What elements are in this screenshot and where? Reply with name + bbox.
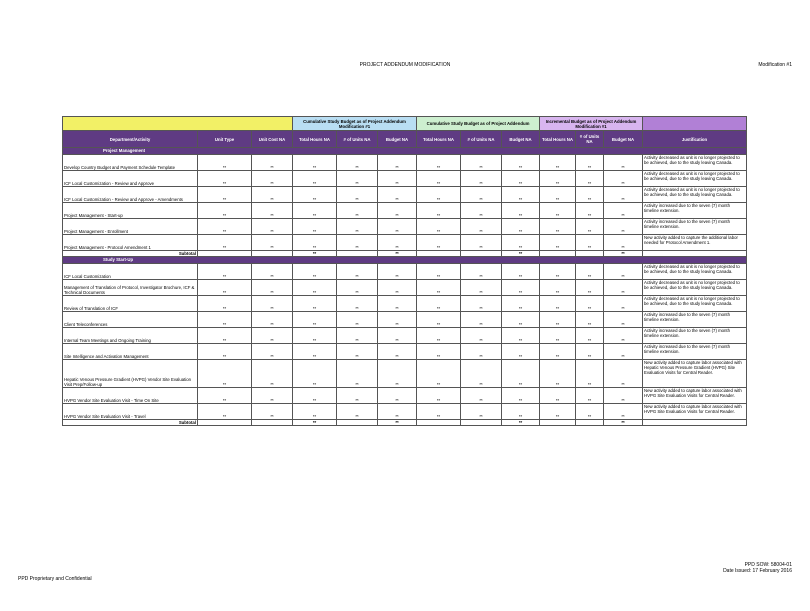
justification-cell: Activity decreased as unit is no longer projected to be achieved, due to the study leaving Canada. [643, 296, 747, 312]
subtotal-cell: ** [502, 251, 540, 257]
budget-table [62, 116, 747, 426]
value-cell: ** [378, 203, 417, 219]
section-title: Project Management [63, 148, 747, 155]
col-unit-cost: Unit Cost NA [252, 131, 293, 148]
value-cell: ** [378, 328, 417, 344]
justification-cell: Activity increased due to the seven (7) month timeline extension. [643, 203, 747, 219]
value-cell: ** [576, 235, 604, 251]
value-cell: ** [252, 360, 293, 388]
value-cell: ** [378, 171, 417, 187]
value-cell: ** [461, 264, 502, 280]
value-cell: ** [502, 171, 540, 187]
value-cell: ** [337, 296, 378, 312]
value-cell: ** [461, 171, 502, 187]
value-cell: ** [337, 171, 378, 187]
section-title: Study Start-Up [63, 257, 747, 264]
table-row [63, 171, 747, 187]
group-blank [63, 117, 293, 131]
value-cell: ** [293, 187, 337, 203]
value-cell: ** [502, 328, 540, 344]
value-cell: ** [252, 171, 293, 187]
value-cell: ** [502, 280, 540, 296]
value-cell: ** [198, 344, 252, 360]
table-row [63, 235, 747, 251]
value-cell: ** [293, 312, 337, 328]
value-cell: ** [576, 328, 604, 344]
value-cell: ** [417, 235, 461, 251]
activity-cell: HVPG Vendor Site Evaluation Visit - Travel [63, 404, 198, 420]
value-cell: ** [337, 219, 378, 235]
justification-cell: Activity decreased as unit is no longer projected to be achieved, due to the study leaving Canada. [643, 187, 747, 203]
value-cell: ** [502, 264, 540, 280]
value-cell: ** [252, 187, 293, 203]
confidential-label: PPD Proprietary and Confidential [18, 576, 92, 582]
col-hours-2: Total Hours NA [417, 131, 461, 148]
value-cell: ** [252, 404, 293, 420]
justification-cell: Activity decreased as unit is no longer projected to be achieved, due to the study leaving Canada. [643, 264, 747, 280]
modification-label: Modification #1 [758, 62, 792, 68]
value-cell: ** [540, 219, 576, 235]
value-cell: ** [540, 203, 576, 219]
activity-cell: Review of Translation of ICF [63, 296, 198, 312]
subtotal-cell [198, 420, 252, 426]
sow-number: PPD SOW: 58004-01 [744, 562, 792, 568]
justification-cell: New activity added to capture labor associated with HVPG Site Evaluation Visits for Central Reader. [643, 404, 747, 420]
value-cell: ** [604, 171, 643, 187]
table-body [63, 148, 747, 426]
subtotal-row [63, 420, 747, 426]
value-cell: ** [576, 264, 604, 280]
value-cell: ** [540, 360, 576, 388]
value-cell: ** [540, 155, 576, 171]
value-cell: ** [604, 235, 643, 251]
value-cell: ** [540, 280, 576, 296]
value-cell: ** [337, 155, 378, 171]
value-cell: ** [604, 360, 643, 388]
value-cell: ** [604, 264, 643, 280]
activity-cell: ICF Local Customization - Review and Approve - Amendments [63, 187, 198, 203]
subtotal-cell [417, 420, 461, 426]
value-cell: ** [337, 203, 378, 219]
value-cell: ** [198, 219, 252, 235]
value-cell: ** [198, 235, 252, 251]
value-cell: ** [417, 296, 461, 312]
value-cell: ** [576, 187, 604, 203]
value-cell: ** [417, 219, 461, 235]
value-cell: ** [337, 264, 378, 280]
activity-cell: Project Management - Start-up [63, 203, 198, 219]
value-cell: ** [461, 203, 502, 219]
group-incremental: Incremental Budget as of Project Addendum Modification #1 [540, 117, 643, 131]
subtotal-cell [252, 420, 293, 426]
value-cell: ** [417, 388, 461, 404]
value-cell: ** [540, 235, 576, 251]
justification-cell: New activity added to capture labor associated with HVPG Site Evaluation Visits for Central Reader. [643, 388, 747, 404]
value-cell: ** [417, 187, 461, 203]
value-cell: ** [293, 360, 337, 388]
value-cell: ** [417, 344, 461, 360]
value-cell: ** [576, 312, 604, 328]
activity-cell: HVPG Vendor Site Evaluation Visit - Time On Site [63, 388, 198, 404]
subtotal-cell [337, 420, 378, 426]
justification-cell: Activity decreased as unit is no longer projected to be achieved, due to the study leaving Canada. [643, 155, 747, 171]
value-cell: ** [576, 219, 604, 235]
value-cell: ** [198, 312, 252, 328]
value-cell: ** [417, 312, 461, 328]
col-budget-3: Budget NA [604, 131, 643, 148]
value-cell: ** [293, 264, 337, 280]
value-cell: ** [378, 264, 417, 280]
value-cell: ** [198, 171, 252, 187]
justification-cell: New activity added to capture the additional labor needed for Protocol Amendment 1. [643, 235, 747, 251]
value-cell: ** [293, 388, 337, 404]
subtotal-justification [643, 420, 747, 426]
value-cell: ** [540, 171, 576, 187]
justification-cell: Activity decreased as unit is no longer projected to be achieved, due to the study leaving Canada. [643, 171, 747, 187]
value-cell: ** [293, 155, 337, 171]
value-cell: ** [417, 360, 461, 388]
value-cell: ** [252, 328, 293, 344]
value-cell: ** [540, 344, 576, 360]
activity-cell: ICF Local Customization [63, 264, 198, 280]
value-cell: ** [576, 203, 604, 219]
value-cell: ** [461, 155, 502, 171]
value-cell: ** [198, 296, 252, 312]
value-cell: ** [337, 404, 378, 420]
value-cell: ** [252, 235, 293, 251]
subtotal-cell [576, 420, 604, 426]
value-cell: ** [461, 328, 502, 344]
table-row [63, 280, 747, 296]
value-cell: ** [576, 404, 604, 420]
value-cell: ** [198, 360, 252, 388]
col-units-2: # of Units NA [461, 131, 502, 148]
subtotal-cell [461, 420, 502, 426]
activity-cell: ICF Local Customization - Review and Approve [63, 171, 198, 187]
col-hours-3: Total Hours NA [540, 131, 576, 148]
value-cell: ** [502, 187, 540, 203]
col-hours-1: Total Hours NA [293, 131, 337, 148]
value-cell: ** [461, 404, 502, 420]
value-cell: ** [576, 171, 604, 187]
table-row [63, 388, 747, 404]
justification-cell: Activity increased due to the seven (7) month timeline extension. [643, 219, 747, 235]
value-cell: ** [417, 203, 461, 219]
value-cell: ** [378, 296, 417, 312]
value-cell: ** [378, 187, 417, 203]
value-cell: ** [293, 328, 337, 344]
footer-meta [723, 562, 792, 574]
value-cell: ** [252, 296, 293, 312]
subtotal-cell: ** [293, 251, 337, 257]
value-cell: ** [378, 404, 417, 420]
value-cell: ** [337, 388, 378, 404]
col-department: Department/Activity [63, 131, 198, 148]
subtotal-cell [540, 420, 576, 426]
value-cell: ** [337, 312, 378, 328]
col-budget-2: Budget NA [502, 131, 540, 148]
value-cell: ** [604, 155, 643, 171]
value-cell: ** [198, 388, 252, 404]
table-row [63, 312, 747, 328]
document-title: PROJECT ADDENDUM MODIFICATION [359, 62, 451, 68]
subtotal-label: Subtotal [63, 420, 198, 426]
value-cell: ** [576, 280, 604, 296]
table-row [63, 344, 747, 360]
value-cell: ** [293, 219, 337, 235]
value-cell: ** [576, 344, 604, 360]
subtotal-cell: ** [604, 420, 643, 426]
section-header-row [63, 148, 747, 155]
value-cell: ** [576, 388, 604, 404]
value-cell: ** [293, 296, 337, 312]
justification-cell: Activity increased due to the seven (7) month timeline extension. [643, 344, 747, 360]
group-header-row [63, 117, 747, 131]
value-cell: ** [378, 360, 417, 388]
value-cell: ** [293, 235, 337, 251]
value-cell: ** [198, 404, 252, 420]
group-justification [643, 117, 747, 131]
table-row [63, 328, 747, 344]
value-cell: ** [604, 312, 643, 328]
col-budget-1: Budget NA [378, 131, 417, 148]
value-cell: ** [252, 280, 293, 296]
value-cell: ** [576, 155, 604, 171]
column-header-row [63, 131, 747, 148]
value-cell: ** [540, 187, 576, 203]
value-cell: ** [502, 296, 540, 312]
date-issued: Date Issued: 17 February 2016 [723, 568, 792, 574]
col-units-1: # of Units NA [337, 131, 378, 148]
col-unit-type: Unit Type [198, 131, 252, 148]
value-cell: ** [461, 360, 502, 388]
value-cell: ** [252, 219, 293, 235]
table-row [63, 155, 747, 171]
value-cell: ** [417, 171, 461, 187]
subtotal-cell: ** [378, 251, 417, 257]
value-cell: ** [337, 328, 378, 344]
value-cell: ** [502, 388, 540, 404]
value-cell: ** [576, 360, 604, 388]
value-cell: ** [502, 344, 540, 360]
value-cell: ** [293, 171, 337, 187]
table-row [63, 203, 747, 219]
value-cell: ** [502, 360, 540, 388]
value-cell: ** [502, 235, 540, 251]
col-units-3: # of Units NA [576, 131, 604, 148]
value-cell: ** [198, 280, 252, 296]
value-cell: ** [540, 404, 576, 420]
value-cell: ** [604, 219, 643, 235]
value-cell: ** [198, 203, 252, 219]
subtotal-cell: ** [502, 420, 540, 426]
justification-cell: New activity added to capture labor associated with Hepatic Venous Pressure Gradient (HVPG) Site Evaluation Visits for Central Reader. [643, 360, 747, 388]
value-cell: ** [378, 280, 417, 296]
activity-cell: Develop Country Budget and Payment Schedule Template [63, 155, 198, 171]
value-cell: ** [461, 235, 502, 251]
subtotal-cell: ** [293, 420, 337, 426]
value-cell: ** [461, 312, 502, 328]
table-row [63, 296, 747, 312]
activity-cell: Internal Team Meetings and Ongoing Training [63, 328, 198, 344]
value-cell: ** [417, 280, 461, 296]
value-cell: ** [337, 280, 378, 296]
activity-cell: Client Teleconferences [63, 312, 198, 328]
value-cell: ** [337, 344, 378, 360]
value-cell: ** [461, 280, 502, 296]
value-cell: ** [293, 280, 337, 296]
value-cell: ** [198, 155, 252, 171]
value-cell: ** [378, 344, 417, 360]
group-cumulative-study: Cumulative Study Budget as of Project Addendum [417, 117, 540, 131]
value-cell: ** [540, 328, 576, 344]
justification-cell: Activity increased due to the seven (7) month timeline extension. [643, 312, 747, 328]
value-cell: ** [198, 328, 252, 344]
table-row [63, 404, 747, 420]
group-cumulative-addendum: Cumulative Study Budget as of Project Addendum Modification #1 [293, 117, 417, 131]
subtotal-label: Subtotal [63, 251, 198, 257]
value-cell: ** [252, 264, 293, 280]
table-row [63, 264, 747, 280]
value-cell: ** [293, 344, 337, 360]
value-cell: ** [252, 312, 293, 328]
section-header-row [63, 257, 747, 264]
activity-cell: Site Intelligence and Activation Management [63, 344, 198, 360]
value-cell: ** [252, 388, 293, 404]
value-cell: ** [540, 388, 576, 404]
col-justification: Justification [643, 131, 747, 148]
value-cell: ** [337, 360, 378, 388]
subtotal-cell: ** [604, 251, 643, 257]
value-cell: ** [378, 235, 417, 251]
value-cell: ** [461, 344, 502, 360]
value-cell: ** [417, 404, 461, 420]
value-cell: ** [417, 328, 461, 344]
value-cell: ** [417, 155, 461, 171]
table-row [63, 219, 747, 235]
value-cell: ** [461, 296, 502, 312]
value-cell: ** [293, 203, 337, 219]
value-cell: ** [604, 328, 643, 344]
value-cell: ** [461, 187, 502, 203]
value-cell: ** [576, 296, 604, 312]
value-cell: ** [604, 404, 643, 420]
activity-cell: Project Management - Protocol Amendment 1 [63, 235, 198, 251]
value-cell: ** [198, 264, 252, 280]
value-cell: ** [604, 296, 643, 312]
value-cell: ** [540, 264, 576, 280]
subtotal-cell: ** [378, 420, 417, 426]
value-cell: ** [461, 219, 502, 235]
value-cell: ** [540, 296, 576, 312]
value-cell: ** [378, 312, 417, 328]
value-cell: ** [604, 280, 643, 296]
value-cell: ** [461, 388, 502, 404]
value-cell: ** [540, 312, 576, 328]
value-cell: ** [502, 219, 540, 235]
value-cell: ** [502, 155, 540, 171]
value-cell: ** [252, 155, 293, 171]
value-cell: ** [604, 187, 643, 203]
activity-cell: Project Management - Enrollment [63, 219, 198, 235]
table-row [63, 360, 747, 388]
value-cell: ** [378, 219, 417, 235]
value-cell: ** [417, 264, 461, 280]
value-cell: ** [252, 344, 293, 360]
value-cell: ** [252, 203, 293, 219]
value-cell: ** [293, 404, 337, 420]
justification-cell: Activity decreased as unit is no longer projected to be achieved, due to the study leaving Canada. [643, 280, 747, 296]
activity-cell: Management of Translation of Protocol, Investigator Brochure, ICF & Technical Documents [63, 280, 198, 296]
value-cell: ** [337, 187, 378, 203]
value-cell: ** [198, 187, 252, 203]
value-cell: ** [378, 388, 417, 404]
value-cell: ** [502, 203, 540, 219]
value-cell: ** [604, 203, 643, 219]
value-cell: ** [604, 344, 643, 360]
justification-cell: Activity increased due to the seven (7) month timeline extension. [643, 328, 747, 344]
table-row [63, 187, 747, 203]
value-cell: ** [337, 235, 378, 251]
value-cell: ** [604, 388, 643, 404]
value-cell: ** [502, 404, 540, 420]
value-cell: ** [378, 155, 417, 171]
value-cell: ** [502, 312, 540, 328]
activity-cell: Hepatic Venous Pressure Gradient (HVPG) Vendor Site Evaluation Visit Prep/Follow-up [63, 360, 198, 388]
